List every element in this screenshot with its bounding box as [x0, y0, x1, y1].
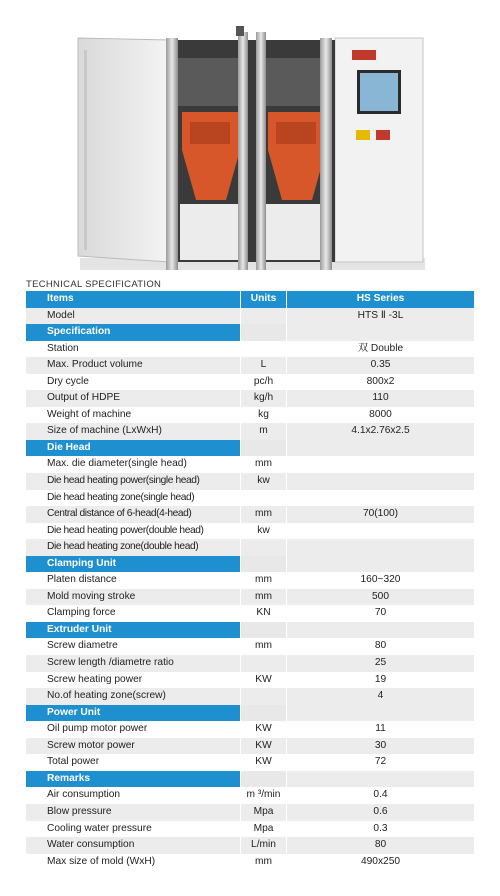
table-row — [26, 374, 474, 391]
item-cell: Model — [47, 309, 75, 321]
item-cell: Screw length /diametre ratio — [47, 657, 174, 669]
item-cell: Die Head — [26, 440, 240, 457]
unit-cell: KW — [240, 754, 286, 771]
table-row — [26, 539, 474, 556]
table-row — [26, 655, 474, 672]
value-cell — [286, 622, 474, 639]
table-row — [26, 638, 474, 655]
value-cell: 11 — [286, 721, 474, 738]
item-cell: Cooling water pressure — [47, 822, 152, 834]
section-row — [26, 324, 474, 341]
header-units: Units — [240, 291, 286, 308]
unit-cell: Mpa — [240, 821, 286, 838]
value-cell — [286, 456, 474, 473]
value-cell: HTS Ⅱ -3L — [286, 308, 474, 325]
unit-cell — [240, 440, 286, 457]
unit-cell: mm — [240, 638, 286, 655]
value-cell: 0.35 — [286, 357, 474, 374]
section-row — [26, 622, 474, 639]
unit-cell — [240, 655, 286, 672]
value-cell: 4 — [286, 688, 474, 705]
unit-cell — [240, 622, 286, 639]
value-cell — [286, 539, 474, 556]
table-row — [26, 423, 474, 440]
unit-cell: kg/h — [240, 390, 286, 407]
value-cell — [286, 771, 474, 788]
item-cell: Die head heating zone(single head) — [47, 491, 195, 503]
value-cell: 160~320 — [286, 572, 474, 589]
table-row — [26, 506, 474, 523]
unit-cell — [240, 539, 286, 556]
item-cell: Platen distance — [47, 574, 117, 586]
table-row — [26, 473, 474, 490]
value-cell: 4.1x2.76x2.5 — [286, 423, 474, 440]
machine-photo — [0, 0, 500, 278]
unit-cell: Mpa — [240, 804, 286, 821]
item-cell: Die head heating zone(double head) — [47, 541, 199, 553]
table-row — [26, 787, 474, 804]
table-row — [26, 572, 474, 589]
item-cell: Screw motor power — [47, 739, 135, 751]
table-row — [26, 721, 474, 738]
table-row — [26, 688, 474, 705]
item-cell: Air consumption — [47, 789, 121, 801]
value-cell — [286, 324, 474, 341]
item-cell: Die head heating power(single head) — [47, 475, 200, 487]
unit-cell: kg — [240, 407, 286, 424]
table-row — [26, 407, 474, 424]
table-row — [26, 523, 474, 540]
value-cell: 双 Double — [286, 341, 474, 358]
value-cell — [286, 523, 474, 540]
item-cell: Size of machine (LxWxH) — [47, 425, 162, 437]
value-cell: 70 — [286, 605, 474, 622]
unit-cell: KW — [240, 672, 286, 689]
unit-cell — [240, 705, 286, 722]
item-cell: Max size of mold (WxH) — [47, 855, 156, 867]
table-row — [26, 589, 474, 606]
section-row — [26, 556, 474, 573]
unit-cell: kw — [240, 473, 286, 490]
item-cell: Specification — [26, 324, 240, 341]
unit-cell: KW — [240, 738, 286, 755]
value-cell: 110 — [286, 390, 474, 407]
item-cell: Dry cycle — [47, 375, 89, 387]
unit-cell: mm — [240, 456, 286, 473]
unit-cell — [240, 324, 286, 341]
item-cell: Max. Product volume — [47, 359, 143, 371]
unit-cell: mm — [240, 572, 286, 589]
item-cell: Die head heating power(double head) — [47, 524, 204, 536]
table-row — [26, 605, 474, 622]
unit-cell — [240, 688, 286, 705]
value-cell: 0.6 — [286, 804, 474, 821]
table-body — [26, 308, 474, 871]
item-cell: Oil pump motor power — [47, 723, 148, 735]
table-row — [26, 854, 474, 871]
value-cell — [286, 490, 474, 507]
item-cell: Central distance of 6-head(4-head) — [47, 508, 192, 520]
value-cell — [286, 705, 474, 722]
unit-cell: m ³/min — [240, 787, 286, 804]
table-header — [26, 291, 474, 308]
unit-cell: L/min — [240, 837, 286, 854]
unit-cell: pc/h — [240, 374, 286, 391]
table-row — [26, 672, 474, 689]
table-row — [26, 738, 474, 755]
item-cell: Water consumption — [47, 839, 135, 851]
unit-cell: KN — [240, 605, 286, 622]
item-cell: Blow pressure — [47, 805, 112, 817]
value-cell — [286, 440, 474, 457]
item-cell: Output of HDPE — [47, 392, 121, 404]
unit-cell: KW — [240, 721, 286, 738]
value-cell — [286, 473, 474, 490]
unit-cell — [240, 308, 286, 325]
value-cell: 70(100) — [286, 506, 474, 523]
value-cell: 8000 — [286, 407, 474, 424]
item-cell: Clamping force — [47, 607, 116, 619]
value-cell: 30 — [286, 738, 474, 755]
unit-cell: L — [240, 357, 286, 374]
section-row — [26, 705, 474, 722]
spec-table — [26, 291, 474, 870]
item-cell: No.of heating zone(screw) — [47, 690, 166, 702]
item-cell: Max. die diameter(single head) — [47, 458, 187, 470]
item-cell: Screw diametre — [47, 640, 118, 652]
item-cell: Remarks — [26, 771, 240, 788]
item-cell: Screw heating power — [47, 673, 143, 685]
value-cell: 0.4 — [286, 787, 474, 804]
table-row — [26, 804, 474, 821]
unit-cell: m — [240, 423, 286, 440]
item-cell: Clamping Unit — [26, 556, 240, 573]
unit-cell — [240, 556, 286, 573]
table-row — [26, 754, 474, 771]
value-cell: 72 — [286, 754, 474, 771]
value-cell: 80 — [286, 837, 474, 854]
value-cell: 25 — [286, 655, 474, 672]
table-row — [26, 308, 474, 325]
value-cell — [286, 556, 474, 573]
section-row — [26, 440, 474, 457]
header-items: Items — [47, 293, 74, 304]
table-row — [26, 490, 474, 507]
section-row — [26, 771, 474, 788]
table-row — [26, 821, 474, 838]
table-row — [26, 390, 474, 407]
unit-cell: kw — [240, 523, 286, 540]
item-cell: Weight of machine — [47, 408, 132, 420]
table-row — [26, 341, 474, 358]
value-cell: 80 — [286, 638, 474, 655]
value-cell: 0.3 — [286, 821, 474, 838]
header-series: HS Series — [286, 291, 474, 308]
item-cell: Station — [47, 342, 79, 354]
value-cell: 490x250 — [286, 854, 474, 871]
spec-title: TECHNICAL SPECIFICATION — [26, 279, 162, 290]
unit-cell: mm — [240, 589, 286, 606]
unit-cell — [240, 341, 286, 358]
table-row — [26, 357, 474, 374]
value-cell: 500 — [286, 589, 474, 606]
item-cell: Extruder Unit — [26, 622, 240, 639]
value-cell: 800x2 — [286, 374, 474, 391]
unit-cell: mm — [240, 854, 286, 871]
table-row — [26, 456, 474, 473]
item-cell: Mold moving stroke — [47, 590, 136, 602]
item-cell: Power Unit — [26, 705, 240, 722]
item-cell: Total power — [47, 756, 100, 768]
value-cell: 19 — [286, 672, 474, 689]
table-row — [26, 837, 474, 854]
unit-cell: mm — [240, 506, 286, 523]
unit-cell — [240, 490, 286, 507]
unit-cell — [240, 771, 286, 788]
